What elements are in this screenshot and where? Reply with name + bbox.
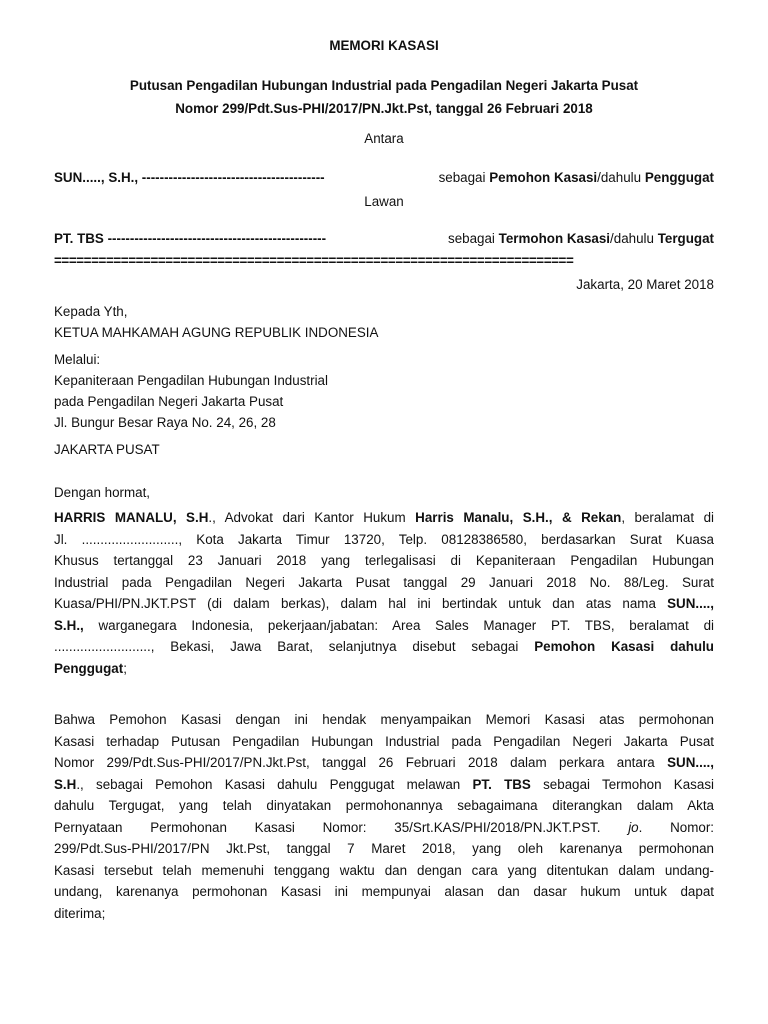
subtitle-line-1: Putusan Pengadilan Hubungan Industrial pada Pengadilan Negeri Jakarta Pusat [129,78,639,93]
party-1-name: SUN....., S.H., ----------------------------------------- [54,170,325,185]
party-1-line [54,170,714,186]
antara-label: Antara [364,131,404,146]
paragraph-1-line: HARRIS MANALU, S.H., Advokat dari Kantor Hukum Harris Manalu, S.H., & Rekan, beralamat di [54,510,715,525]
recipient-salutation: Kepada Yth, [54,304,128,319]
via-address-line-1: Kepaniteraan Pengadilan Hubungan Industrial [54,373,328,388]
via-address-line-2: pada Pengadilan Negeri Jakarta Pusat [54,394,284,409]
paragraph-1-line: Kuasa/PHI/PN.JKT.PST (di dalam berkas), dalam hal ini bertindak untuk dan atas nama SUN...., [54,596,714,611]
paragraph-2-line: 299/Pdt.Sus-PHI/2017/PN Jkt.Pst, tanggal 7 Maret 2018, yang oleh karenanya permohonan [54,841,714,856]
document-date: Jakarta, 20 Maret 2018 [576,277,714,292]
paragraph-2-line: Kasasi terhadap Putusan Pengadilan Hubungan Industrial pada Pengadilan Negeri Jakarta Pusat [54,733,714,749]
paragraph-1-line: Industrial pada Pengadilan Negeri Jakarta Pusat tanggal 29 Januari 2018 No. 88/Leg. Surat [54,574,714,590]
via-label: Melalui: [54,352,101,367]
recipient-name: KETUA MAHKAMAH AGUNG REPUBLIK INDONESIA [54,325,379,340]
paragraph-1-line: S.H., warganegara Indonesia, pekerjaan/jabatan: Area Sales Manager PT. TBS, beralamat di [54,617,714,633]
party-2-name: PT. TBS ------------------------------------------------- [54,231,327,246]
paragraph-2-line: Kasasi tersebut telah memenuhi tenggang waktu dan dengan cara yang ditentukan dalam undang- [54,862,714,878]
paragraph-1-line: Khusus tertanggal 23 Januari 2018 yang terlegalisasi di Kepaniteraan Pengadilan Hubungan [54,553,714,568]
paragraph-1-line: Penggugat; [54,660,127,676]
via-address-line-3: Jl. Bungur Besar Raya No. 24, 26, 28 [54,415,276,430]
lawan-label: Lawan [364,194,404,209]
paragraph-1 [54,507,714,679]
paragraph-2-line: dahulu Tergugat, yang telah dinyatakan permohonannya sebagaimana diterangkan dalam Akta [54,798,714,813]
paragraph-2-line: diterima; [54,905,106,921]
paragraph-2-line: Bahwa Pemohon Kasasi dengan ini hendak menyampaikan Memori Kasasi atas permohonan [54,712,714,727]
paragraph-2-line: undang, karenanya permohonan Kasasi ini mempunyai alasan dan dasar hukum untuk dapat [54,884,714,899]
greeting: Dengan hormat, [54,485,151,500]
paragraph-2-line: Pernyataan Permohonan Kasasi Nomor: 35/Srt.KAS/PHI/2018/PN.JKT.PST. jo. Nomor: [54,819,714,835]
party-2-line [54,231,714,247]
paragraph-1-line: Jl. .........................., Kota Jakarta Timur 13720, Telp. 08128386580, berdasarkan Surat Kuasa [54,531,714,547]
paragraph-1-line: .........................., Bekasi, Jawa Barat, selanjutnya disebut sebagai Pemohon Kasasi dahulu [54,639,714,654]
paragraph-2-line: Nomor 299/Pdt.Sus-PHI/2017/PN.Jkt.Pst, tanggal 26 Februari 2018 dalam perkara antara SUN...., [54,755,714,770]
via-city: JAKARTA PUSAT [54,442,160,457]
party-2-role: sebagai Termohon Kasasi/dahulu Tergugat [448,231,714,246]
paragraph-2-line: S.H., sebagai Pemohon Kasasi dahulu Penggugat melawan PT. TBS sebagai Termohon Kasasi [54,776,714,792]
document-title: MEMORI KASASI [329,38,439,53]
subtitle-line-2: Nomor 299/Pdt.Sus-PHI/2017/PN.Jkt.Pst, tanggal 26 Februari 2018 [175,101,593,116]
party-1-role: sebagai Pemohon Kasasi/dahulu Penggugat [438,170,714,185]
paragraph-2 [54,709,714,924]
separator-line: ====================================================================== [54,253,574,268]
